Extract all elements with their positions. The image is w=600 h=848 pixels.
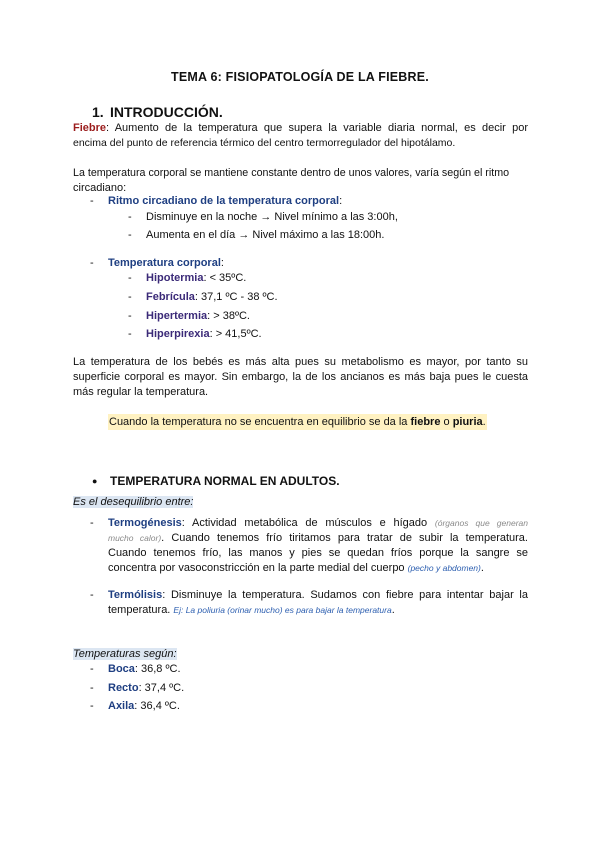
fiebre-term: Fiebre xyxy=(73,122,107,134)
bullet-icon: ● xyxy=(92,476,98,486)
section-title: INTRODUCCIÓN. xyxy=(110,104,223,120)
ritmo-label: Ritmo circadiano de la temperatura corporal xyxy=(108,195,340,207)
section-heading-introduccion xyxy=(92,104,223,120)
section-number: 1. xyxy=(92,104,104,120)
page-title: TEMA 6: FISIOPATOLOGÍA DE LA FIEBRE. xyxy=(171,70,429,84)
section-title: TEMPERATURA NORMAL EN ADULTOS. xyxy=(110,474,340,488)
highlighted-sentence: Cuando la temperatura no se encuentra en equilibrio se da la fiebre o piuria. xyxy=(109,416,486,428)
temperaturas-segun-label: Temperaturas según: xyxy=(73,648,177,660)
document-page: TEMA 6: FISIOPATOLOGÍA DE LA FIEBRE. 1. INTRODUCCIÓN. Fiebre: Aumento de la temperatura que supera la variable diaria normal, es decir por encima del punto de referencia térmico del centro termorregulador del hipotálamo. La temperatura corporal se mantiene constante dentro de unos valores, varía según el ritmo circadiano: - Ritmo circadiano de la temperatura corporal: - Disminuye en la noche → Nivel mínimo a las 3:00h, - Aumenta en el día → Nivel máximo a las 18:00h. - Temperatura corporal: - Hipotermia: < 35ºC. - Febrícula: 37,1 ºC - 38 ºC. - Hipertermia: > 38ºC. - Hiperpirexia: > 41,5ºC. La temperatura de los bebés es más alta pues su metabolismo es mayor, por tanto su superficie corporal es mayor. Sin embargo, la de los ancianos es más baja pues le cuesta más regular la temperatura. Cuando la temperatura no se encuentra en equilibrio se da la fiebre o piuria. ● TEMPERATURA NORMAL EN ADULTOS. Es el desequilibrio entre: - Termogénesis: Actividad metabólica de músculos e hígado (órganos que generan mucho calor). Cuando tenemos frío tiritamos para tratar de subir la temperatura. Cuando tenemos frío, las manos y pies se quedan fríos porque la sangre se concentra por vasoconstricción en la parte medial del cuerpo (pecho y abdomen). - Termólisis: Disminuye la temperatura. Sudamos con fiebre para intentar bajar la temperatura. Ej: La poliuria (orinar mucho) es para bajar la temperatura. Temperaturas según: - Boca: 36,8 ºC. - Recto: 37,4 ºC. - Axila: 36,4 ºC. xyxy=(0,0,600,848)
fiebre-definition: Fiebre: Aumento de la temperatura que supera la variable diaria normal, es decir por encima del punto de referencia térmico del centro termorregulador del hipotálamo. xyxy=(73,122,528,149)
tempcorp-label: Temperatura corporal xyxy=(108,257,221,269)
desequilibrio-label: Es el desequilibrio entre: xyxy=(73,496,194,508)
temperature-intro: La temperatura corporal se mantiene constante dentro de unos valores, varía según el ritmo circadiano: xyxy=(73,167,510,194)
bebes-paragraph: La temperatura de los bebés es más alta pues su metabolismo es mayor, por tanto su superficie corporal es mayor. Sin embargo, la de los ancianos es más baja pues le cuesta más regular la temperatura. xyxy=(73,356,528,398)
